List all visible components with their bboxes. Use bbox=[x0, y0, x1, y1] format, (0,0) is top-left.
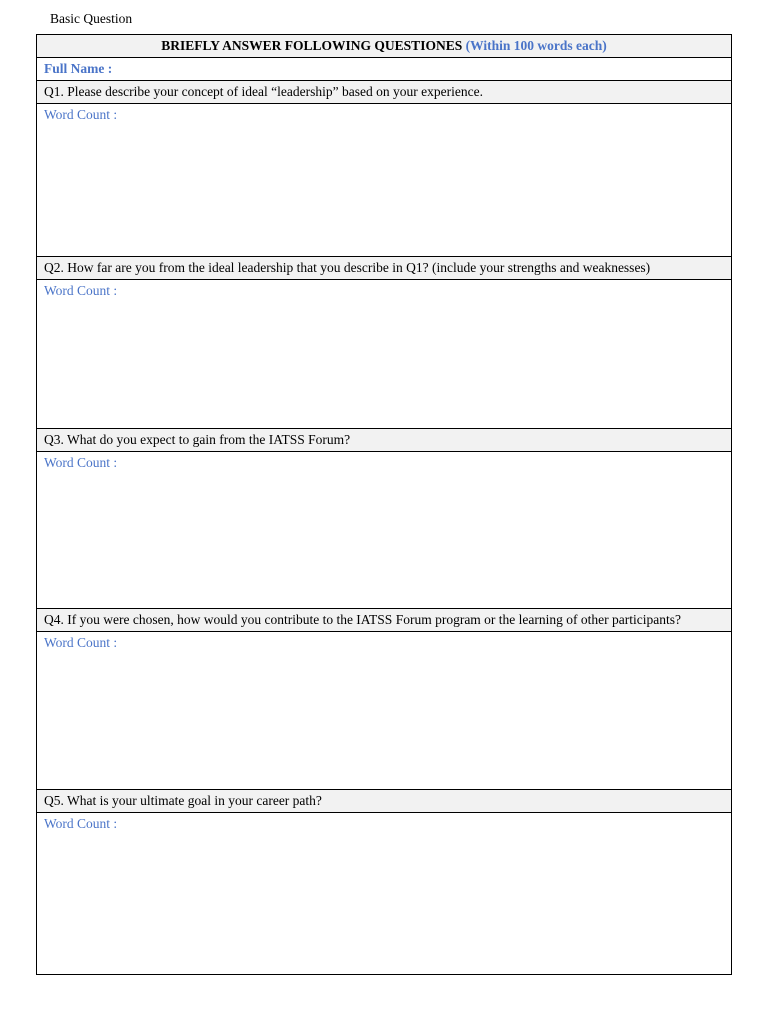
word-count-label: Word Count : bbox=[44, 283, 118, 298]
question-row-q5 bbox=[37, 790, 732, 813]
answer-row-q1 bbox=[37, 104, 732, 257]
full-name-label: Full Name : bbox=[44, 61, 113, 76]
question-q5: Q5. What is your ultimate goal in your career path? bbox=[37, 790, 732, 813]
question-q3: Q3. What do you expect to gain from the IATSS Forum? bbox=[37, 429, 732, 452]
answer-field-q4[interactable] bbox=[37, 632, 732, 790]
answer-field-q1[interactable] bbox=[37, 104, 732, 257]
answer-field-q3[interactable] bbox=[37, 452, 732, 609]
question-row-q1 bbox=[37, 81, 732, 104]
answer-row-q2 bbox=[37, 280, 732, 429]
full-name-row bbox=[37, 58, 732, 81]
question-row-q3 bbox=[37, 429, 732, 452]
header-note: (Within 100 words each) bbox=[465, 38, 607, 53]
word-count-label: Word Count : bbox=[44, 816, 118, 831]
word-count-label: Word Count : bbox=[44, 635, 118, 650]
word-count-label: Word Count : bbox=[44, 107, 118, 122]
answer-field-q2[interactable] bbox=[37, 280, 732, 429]
header-row bbox=[37, 35, 732, 58]
question-row-q4 bbox=[37, 609, 732, 632]
header-title: BRIEFLY ANSWER FOLLOWING QUESTIONES bbox=[161, 38, 463, 53]
page-label: Basic Question bbox=[50, 11, 133, 26]
answer-row-q4 bbox=[37, 632, 732, 790]
full-name-field[interactable] bbox=[37, 58, 732, 81]
question-q2: Q2. How far are you from the ideal leadership that you describe in Q1? (include your strengths and weaknesses) bbox=[37, 257, 732, 280]
word-count-label: Word Count : bbox=[44, 455, 118, 470]
answer-row-q3 bbox=[37, 452, 732, 609]
answer-row-q5 bbox=[37, 813, 732, 975]
question-row-q2 bbox=[37, 257, 732, 280]
answer-field-q5[interactable] bbox=[37, 813, 732, 975]
question-q4: Q4. If you were chosen, how would you contribute to the IATSS Forum program or the learning of other participants? bbox=[37, 609, 732, 632]
header-cell bbox=[37, 35, 732, 58]
question-q1: Q1. Please describe your concept of ideal “leadership” based on your experience. bbox=[37, 81, 732, 104]
question-form-table bbox=[36, 34, 732, 975]
